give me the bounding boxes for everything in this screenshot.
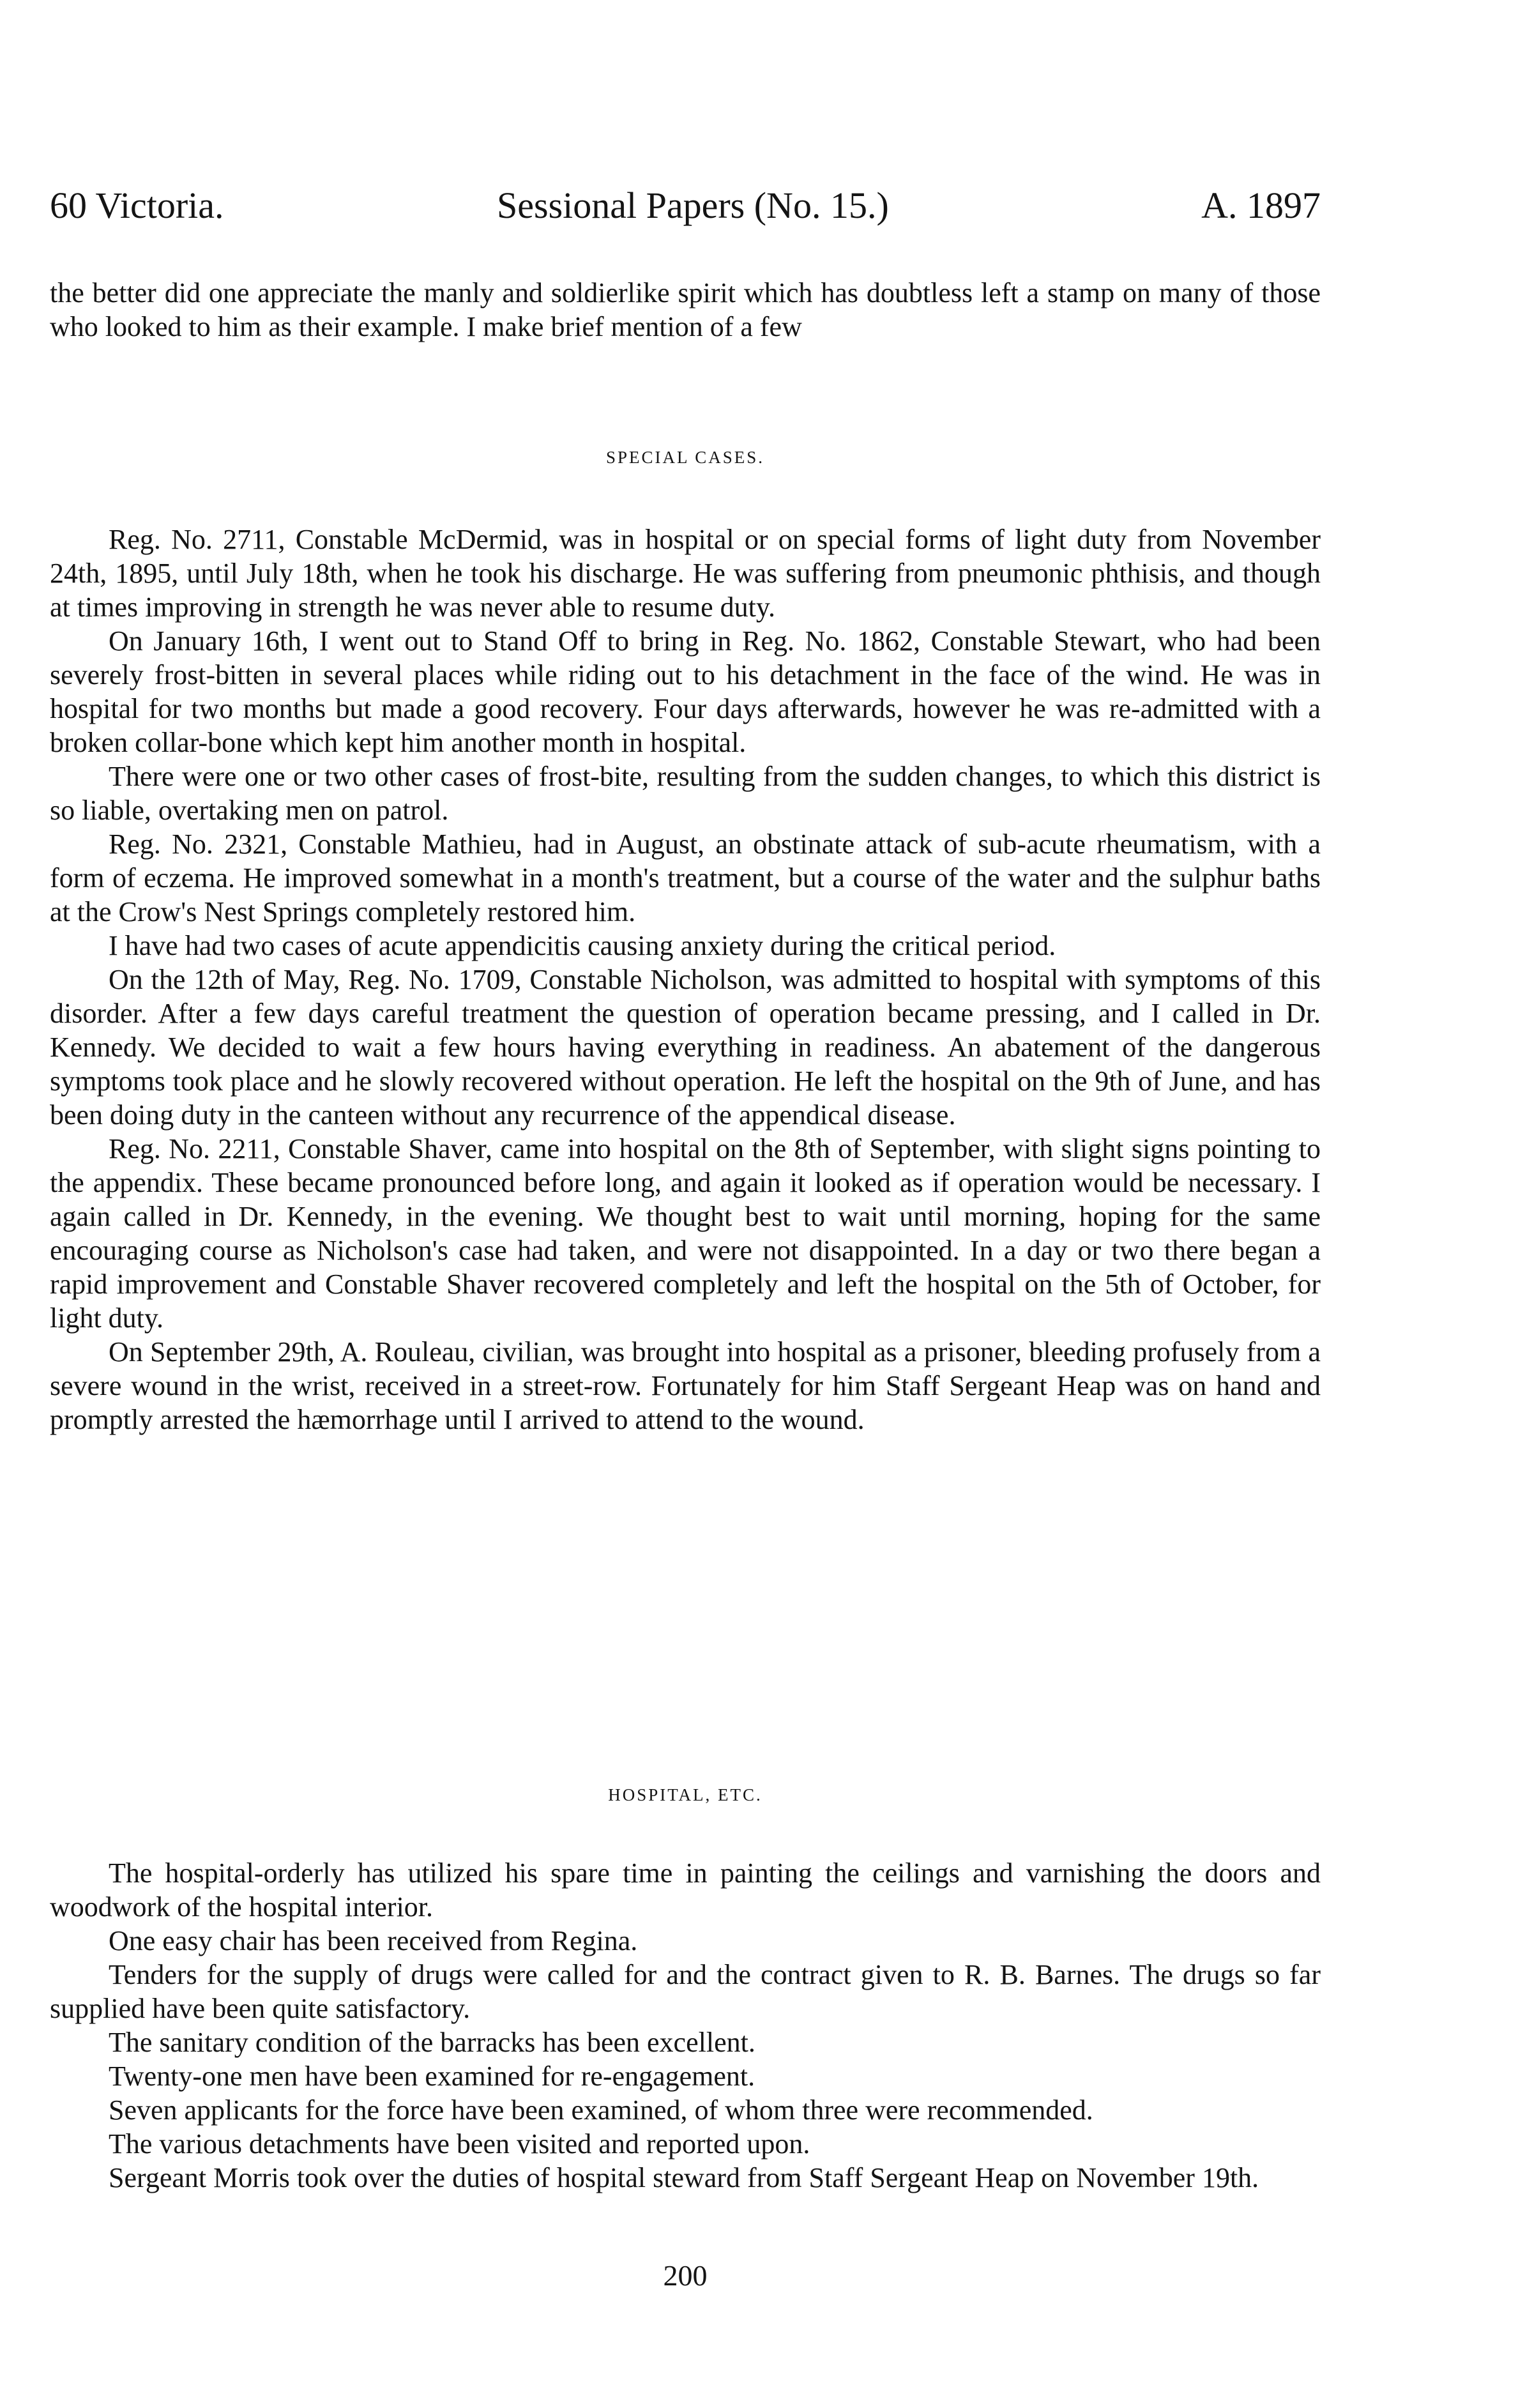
paragraph: On September 29th, A. Rouleau, civilian, was brought into hospital as a prisoner, bleeding profusely from a severe wound in the wrist, received in a street-row. Fortunately for him Staff Sergeant Heap was on hand and promptly arrested the hæmorrhage until I arrived to attend to the wound. [50,1336,1321,1435]
special-cases-section [50,522,1321,1436]
paragraph: On the 12th of May, Reg. No. 1709, Constable Nicholson, was admitted to hospital with symptoms of this disorder. After a few days careful treatment the question of operation became pressing, and I called in Dr. Kennedy. We decided to wait a few hours having everything in readiness. An abatement of the dangerous symptoms took place and he slowly recovered without operation. He left the hospital on the 9th of June, and has been doing duty in the canteen without any recurrence of the appendical disease. [50,964,1321,1131]
paragraph: I have had two cases of acute appendicitis causing anxiety during the critical period. [109,930,1056,961]
paragraph: There were one or two other cases of frost-bite, resulting from the sudden changes, to which this district is so liable, overtaking men on patrol. [50,761,1321,826]
section-heading-hospital: HOSPITAL, ETC. [608,1785,763,1804]
paragraph: Tenders for the supply of drugs were called for and the contract given to R. B. Barnes. The drugs so far supplied have been quite satisfactory. [50,1959,1321,2024]
header-year: A. 1897 [1201,185,1321,226]
header-session: 60 Victoria. [50,185,224,226]
paragraph: One easy chair has been received from Regina. [109,1925,638,1956]
header-title: Sessional Papers (No. 15.) [497,185,889,226]
paragraph: Reg. No. 2711, Constable McDermid, was in hospital or on special forms of light duty from November 24th, 1895, until July 18th, when he took his discharge. He was suffering from pneumonic phthisis, and though at times improving in strength he was never able to resume duty. [50,524,1321,623]
paragraph: Reg. No. 2211, Constable Shaver, came into hospital on the 8th of September, with slight signs pointing to the appendix. These became pronounced before long, and again it looked as if operation would be necessary. I again called in Dr. Kennedy, in the evening. We thought best to wait until morning, hoping for the same encouraging course as Nicholson's case had taken, and were not disappointed. In a day or two there began a rapid improvement and Constable Shaver recovered completely and left the hospital on the 5th of October, for light duty. [50,1133,1321,1334]
paragraph: On January 16th, I went out to Stand Off to bring in Reg. No. 1862, Constable Stewart, who had been severely frost-bitten in several places while riding out to his detachment in the face of the wind. He was in hospital for two months but made a good recovery. Four days afterwards, however he was re-admitted with a broken collar-bone which kept him another month in hospital. [50,625,1321,758]
section-heading-special-cases: SPECIAL CASES. [605,448,765,467]
paragraph: Twenty-one men have been examined for re-engagement. [109,2061,755,2092]
page-header [50,180,1321,231]
paragraph: The hospital-orderly has utilized his spare time in painting the ceilings and varnishing the doors and woodwork of the hospital interior. [50,1857,1321,1923]
page-number: 200 [663,2259,708,2292]
paragraph: Sergeant Morris took over the duties of hospital steward from Staff Sergeant Heap on November 19th. [109,2162,1259,2193]
paragraph: Reg. No. 2321, Constable Mathieu, had in August, an obstinate attack of sub-acute rheumatism, with a form of eczema. He improved somewhat in a month's treatment, but a course of the water and the sulphur baths at the Crow's Nest Springs completely restored him. [50,828,1321,927]
hospital-section [50,1856,1321,2195]
paragraph: The sanitary condition of the barracks has been excellent. [109,2027,755,2058]
intro-paragraph: the better did one appreciate the manly and soldierlike spirit which has doubtless left a stamp on many of those who looked to him as their example. I make brief mention of a few [50,277,1321,342]
paragraph: Seven applicants for the force have been examined, of whom three were recommended. [109,2094,1093,2126]
intro-block [50,276,1321,344]
paragraph: The various detachments have been visited and reported upon. [109,2128,810,2160]
